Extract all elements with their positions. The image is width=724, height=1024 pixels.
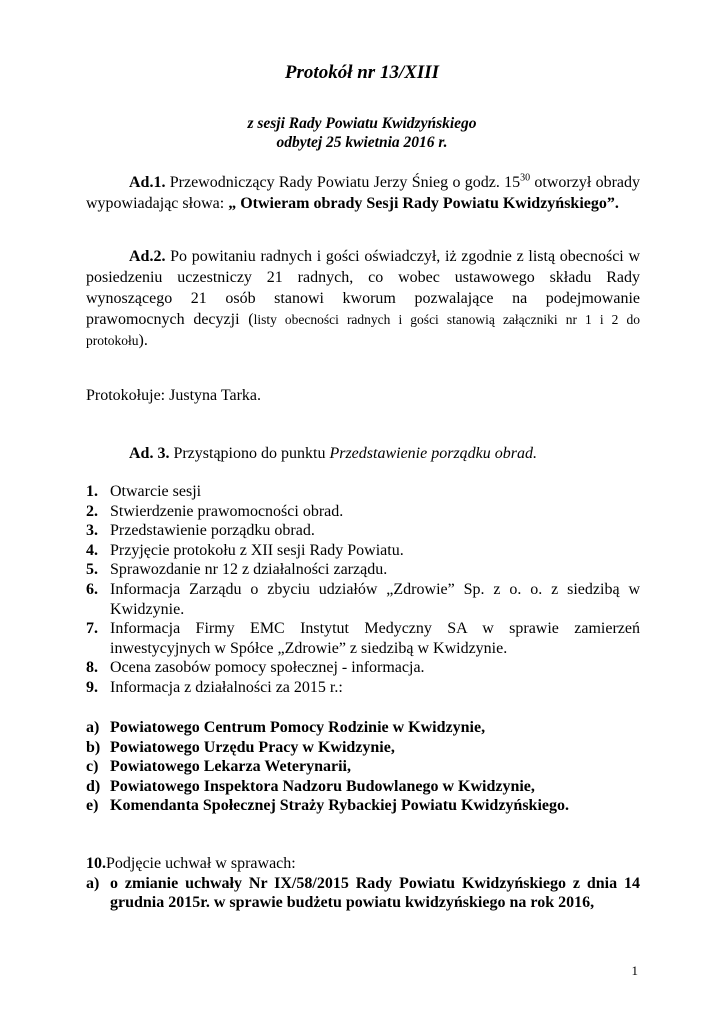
sublist-item: b) Powiatowego Urzędu Pracy w Kwidzynie, xyxy=(86,738,395,756)
agenda-item: 8. Ocena zasobów pomocy społecznej - informacja. xyxy=(86,659,425,677)
ad1-text-b: otworzył obrady wypowiadając słowa: xyxy=(86,174,641,212)
ad1-text-a: Przewodniczący Rady Powiatu Jerzy Śnieg o godz. 15 xyxy=(169,174,521,191)
ad1-quote: „ Otwieram obrady Sesji Rady Powiatu Kwidzyńskiego”. xyxy=(228,195,619,212)
agenda-item: 5. Sprawozdanie nr 12 z działalności zarządu. xyxy=(86,561,388,579)
ad2-end: ). xyxy=(138,332,148,349)
sublist-item: a) Powiatowego Centrum Pomocy Rodzinie w Kwidzynie, xyxy=(86,719,486,736)
agenda-item: 4. Przyjęcie protokołu z XII sesji Rady Powiatu. xyxy=(86,541,404,559)
document-title: Protokół nr 13/XIII xyxy=(284,62,440,83)
item10-line xyxy=(86,854,640,874)
ad3-label: Ad. 3. xyxy=(129,445,170,462)
subtitle-date: odbytej 25 kwietnia 2016 r. xyxy=(276,134,448,151)
item10-num: 10. xyxy=(86,855,106,872)
agenda-item: 2. Stwierdzenie prawomocności obrad. xyxy=(86,502,344,520)
agenda-item-10 xyxy=(86,854,640,913)
agenda-item: 9. Informacja z działalności za 2015 r.: xyxy=(86,678,343,696)
agenda-item: 6. Informacja Zarządu o zbyciu udziałów „Zdrowie” Sp. z o. o. z siedzibą w Kwidzynie. xyxy=(86,580,640,618)
sublist-item: d) Powiatowego Inspektora Nadzoru Budowlanego w Kwidzynie, xyxy=(86,777,535,795)
ad2-text: Po powitaniu radnych i gości oświadczył, iż zgodnie z listą obecności w posiedzeniu uczestniczy 21 radnych, co wobec ustawowego składu Rady wynoszącego 21 osób stanowi kworum pozwalające na podejmowanie prawomocnych decyzji ( xyxy=(86,248,640,328)
ad2-small-text: listy obecności radnych i gości stanowią załączniki nr 1 i 2 do protokołu xyxy=(86,312,641,348)
agenda-item: 1. Otwarcie sesji xyxy=(86,483,202,500)
ad3-paragraph xyxy=(86,443,640,464)
reports-sublist xyxy=(86,718,640,816)
sublist-item: e) Komendanta Społecznej Straży Rybackiej Powiatu Kwidzyńskiego. xyxy=(86,797,569,815)
subtitle-session: z sesji Rady Powiatu Kwidzyńskiego xyxy=(247,115,477,132)
page-number: 1 xyxy=(631,963,638,978)
recorder-line: Protokołuje: Justyna Tarka. xyxy=(86,387,262,404)
ad3-italic: Przedstawienie porządku obrad. xyxy=(329,445,537,462)
ad2-paragraph xyxy=(86,246,640,351)
ad1-label: Ad.1. xyxy=(129,174,166,191)
agenda-item: 3. Przedstawienie porządku obrad. xyxy=(86,522,315,540)
sublist-item: c) Powiatowego Lekarza Weterynarii, xyxy=(86,758,351,776)
ad3-text: Przystąpiono do punktu xyxy=(173,445,330,462)
item10-subitem: a) o zmianie uchwały Nr IX/58/2015 Rady Powiatu Kwidzyńskiego z dnia 14 grudnia 2015r. w sprawie budżetu powiatu kwidzyńskiego na rok 2016, xyxy=(86,874,640,912)
agenda-item: 7. Informacja Firmy EMC Instytut Medyczny SA w sprawie zamierzeń inwestycyjnych w Spółce „Zdrowie” z siedzibą w Kwidzynie. xyxy=(86,620,640,657)
ad1-sup: 30 xyxy=(520,172,531,184)
ad1-paragraph xyxy=(86,172,640,214)
item10-text: Podjęcie uchwał w sprawach: xyxy=(106,855,296,872)
agenda-list xyxy=(86,482,640,698)
ad2-label: Ad.2. xyxy=(129,248,166,265)
